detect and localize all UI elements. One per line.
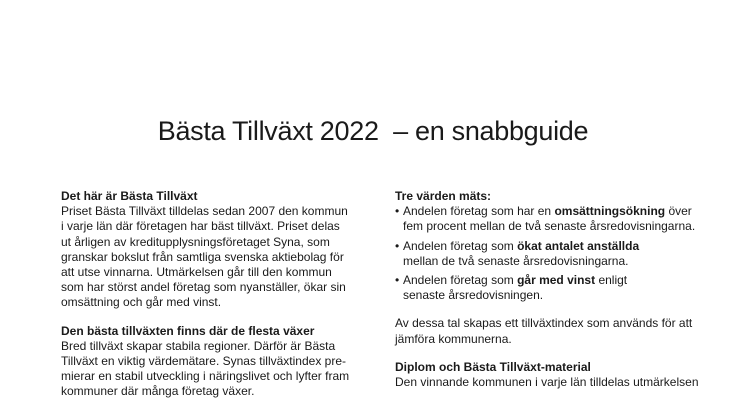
bullet-item bbox=[395, 204, 705, 234]
text-line: Bred tillväxt skapar stabila regioner. Därför är Bästa bbox=[61, 338, 336, 353]
text-segment: Andelen företag som har en bbox=[403, 204, 555, 219]
text-line: jämföra kommunerna. bbox=[395, 331, 512, 346]
text-line: granskar bokslut från samtliga svenska aktiebolag för bbox=[61, 249, 344, 264]
section-heading: Den bästa tillväxten finns där de flesta växer bbox=[61, 323, 315, 338]
text-line: mellan de två senaste årsredovisningarna. bbox=[403, 253, 629, 268]
spacer bbox=[395, 347, 705, 360]
section-body bbox=[61, 339, 361, 400]
text-line: Av dessa tal skapas ett tillväxtindex som används för att bbox=[395, 316, 693, 331]
bullet-dot: • bbox=[395, 238, 400, 253]
summary-text bbox=[395, 316, 705, 346]
text-line: som har störst andel företag som nyanställer, ökar sin bbox=[61, 280, 346, 295]
text-line: Den vinnande kommunen i varje län tilldelas utmärkelsen bbox=[395, 375, 699, 390]
text-line bbox=[403, 204, 705, 219]
text-line: mierar en stabil utveckling i näringslivet och lyfter fram bbox=[61, 369, 350, 384]
text-line: i varje län där företagen har bäst tillväxt. Priset delas bbox=[61, 219, 340, 234]
section-best-growth bbox=[61, 324, 361, 400]
bold-segment: omsättningsökning bbox=[554, 204, 666, 219]
bold-segment: ökat antalet anställda bbox=[517, 238, 640, 253]
section-body bbox=[61, 204, 361, 310]
left-column bbox=[61, 189, 361, 400]
page-title: Bästa Tillväxt 2022 – en snabbguide bbox=[157, 116, 589, 146]
section-body bbox=[395, 375, 705, 390]
text-line: ut årligen av kreditupplysningsföretaget Syna, som bbox=[61, 234, 330, 249]
text-segment: över bbox=[665, 204, 692, 219]
bullet-item bbox=[395, 239, 705, 269]
section-heading: Diplom och Bästa Tillväxt-material bbox=[395, 359, 591, 374]
text-line: Tillväxt en viktig värdemätare. Synas tillväxtindex pre- bbox=[61, 354, 346, 369]
text-line: senaste årsredovisningen. bbox=[403, 288, 544, 303]
text-segment: enligt bbox=[595, 273, 628, 288]
bullet-dot: • bbox=[395, 204, 400, 219]
spacer bbox=[395, 307, 705, 316]
text-line: kommuner där många företag växer. bbox=[61, 384, 255, 399]
bullet-item bbox=[395, 273, 705, 303]
text-segment: Andelen företag som bbox=[403, 273, 518, 288]
text-line: fem procent mellan de två senaste årsredovisningarna. bbox=[403, 219, 696, 234]
award-seal-icon bbox=[205, 0, 541, 114]
right-column bbox=[395, 189, 705, 390]
text-line bbox=[403, 239, 705, 254]
bullet-dot: • bbox=[395, 273, 400, 288]
section-heading: Tre värden mäts: bbox=[395, 189, 492, 203]
text-segment: Andelen företag som bbox=[403, 238, 518, 253]
text-line bbox=[403, 273, 705, 288]
section-heading: Det här är Bästa Tillväxt bbox=[61, 189, 198, 203]
bold-segment: går med vinst bbox=[517, 273, 596, 288]
text-line: Priset Bästa Tillväxt tilldelas sedan 2007 den kommun bbox=[61, 204, 348, 219]
text-line: att utse vinnarna. Utmärkelsen går till den kommun bbox=[61, 265, 332, 280]
section-about bbox=[61, 189, 361, 311]
spacer bbox=[61, 311, 361, 324]
text-line: omsättning och går med vinst. bbox=[61, 295, 222, 310]
